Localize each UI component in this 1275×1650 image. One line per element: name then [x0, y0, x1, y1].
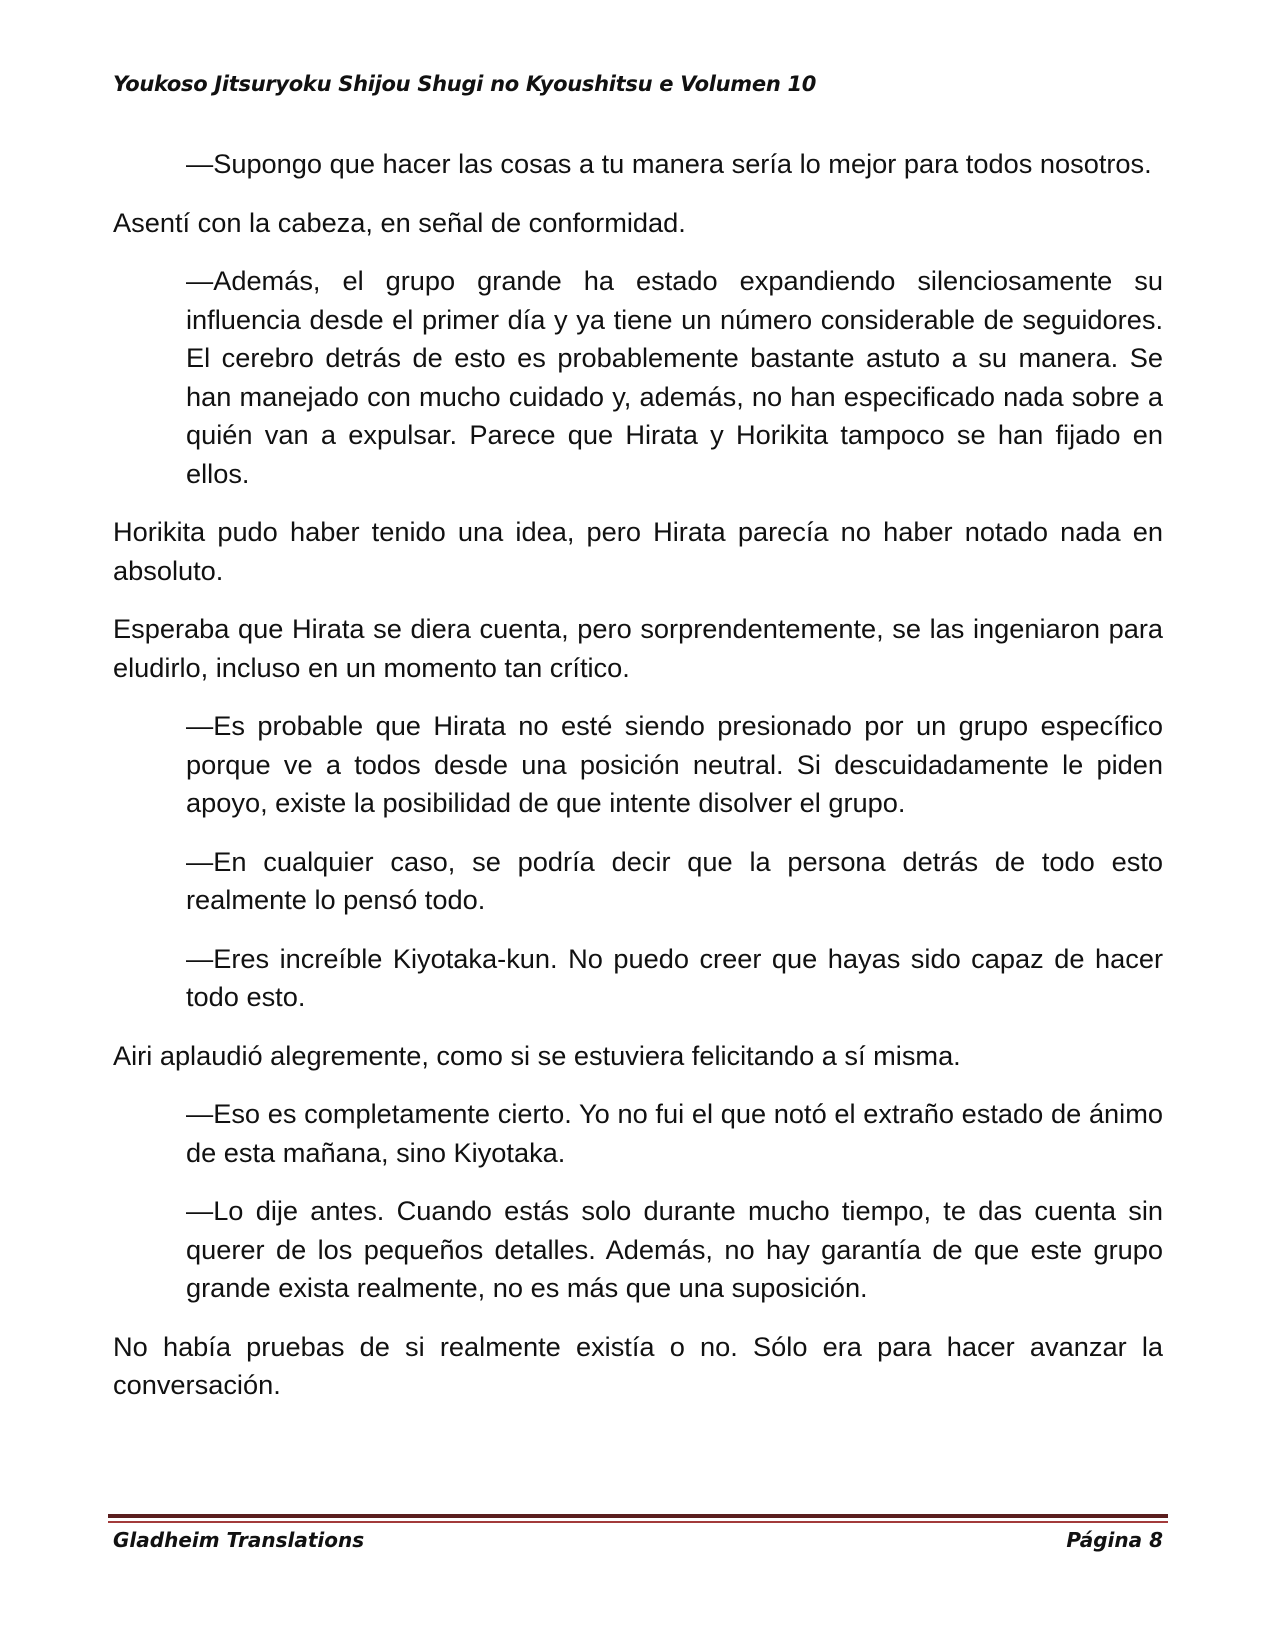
footer-divider-light — [108, 1521, 1168, 1523]
paragraph-dialog: —Eso es completamente cierto. Yo no fui el que notó el extraño estado de ánimo de esta mañana, sino Kiyotaka. — [186, 1098, 1163, 1168]
paragraph-narration: Airi aplaudió alegremente, como si se estuviera felicitando a sí misma. — [113, 1039, 961, 1071]
footer-translator-credit: Gladheim Translations — [113, 1528, 365, 1552]
footer-page-number: Página 8 — [1066, 1528, 1163, 1552]
paragraph-dialog: —Eres increíble Kiyotaka-kun. No puedo creer que hayas sido capaz de hacer todo esto. — [186, 942, 1163, 1012]
paragraph-dialog: —Además, el grupo grande ha estado expandiendo silenciosamente su influencia desde el primer día y ya tiene un número considerable de seguidores. El cerebro detrás de esto es probablemente bastante astuto a su manera. Se han manejado con mucho cuidado y, además, no han especificado nada sobre a quién van a expulsar. Parece que Hirata y Horikita tampoco se han fijado en ellos. — [186, 265, 1163, 489]
paragraph-narration: Horikita pudo haber tenido una idea, pero Hirata parecía no haber notado nada en absoluto. — [113, 516, 1163, 586]
paragraph-dialog: —Supongo que hacer las cosas a tu manera sería lo mejor para todos nosotros. — [186, 148, 1152, 179]
page-header-title: Youkoso Jitsuryoku Shijou Shugi no Kyoushitsu e Volumen 10 — [113, 72, 817, 96]
paragraph-narration: Esperaba que Hirata se diera cuenta, pero sorprendentemente, se las ingeniaron para eludirlo, incluso en un momento tan crítico. — [113, 613, 1163, 683]
footer-divider-dark — [108, 1514, 1168, 1518]
paragraph-dialog: —Es probable que Hirata no esté siendo presionado por un grupo específico porque ve a todos desde una posición neutral. Si descuidadamente le piden apoyo, existe la posibilidad de que intente disolver el grupo. — [186, 710, 1163, 818]
document-body — [113, 145, 1163, 1425]
paragraph-dialog: —En cualquier caso, se podría decir que la persona detrás de todo esto realmente lo pensó todo. — [186, 845, 1163, 915]
paragraph-narration: No había pruebas de si realmente existía o no. Sólo era para hacer avanzar la conversación. — [113, 1330, 1163, 1400]
paragraph-dialog: —Lo dije antes. Cuando estás solo durante mucho tiempo, te das cuenta sin querer de los pequeños detalles. Además, no hay garantía de que este grupo grande exista realmente, no es más que una suposición. — [186, 1195, 1163, 1303]
paragraph-narration: Asentí con la cabeza, en señal de conformidad. — [113, 206, 686, 238]
